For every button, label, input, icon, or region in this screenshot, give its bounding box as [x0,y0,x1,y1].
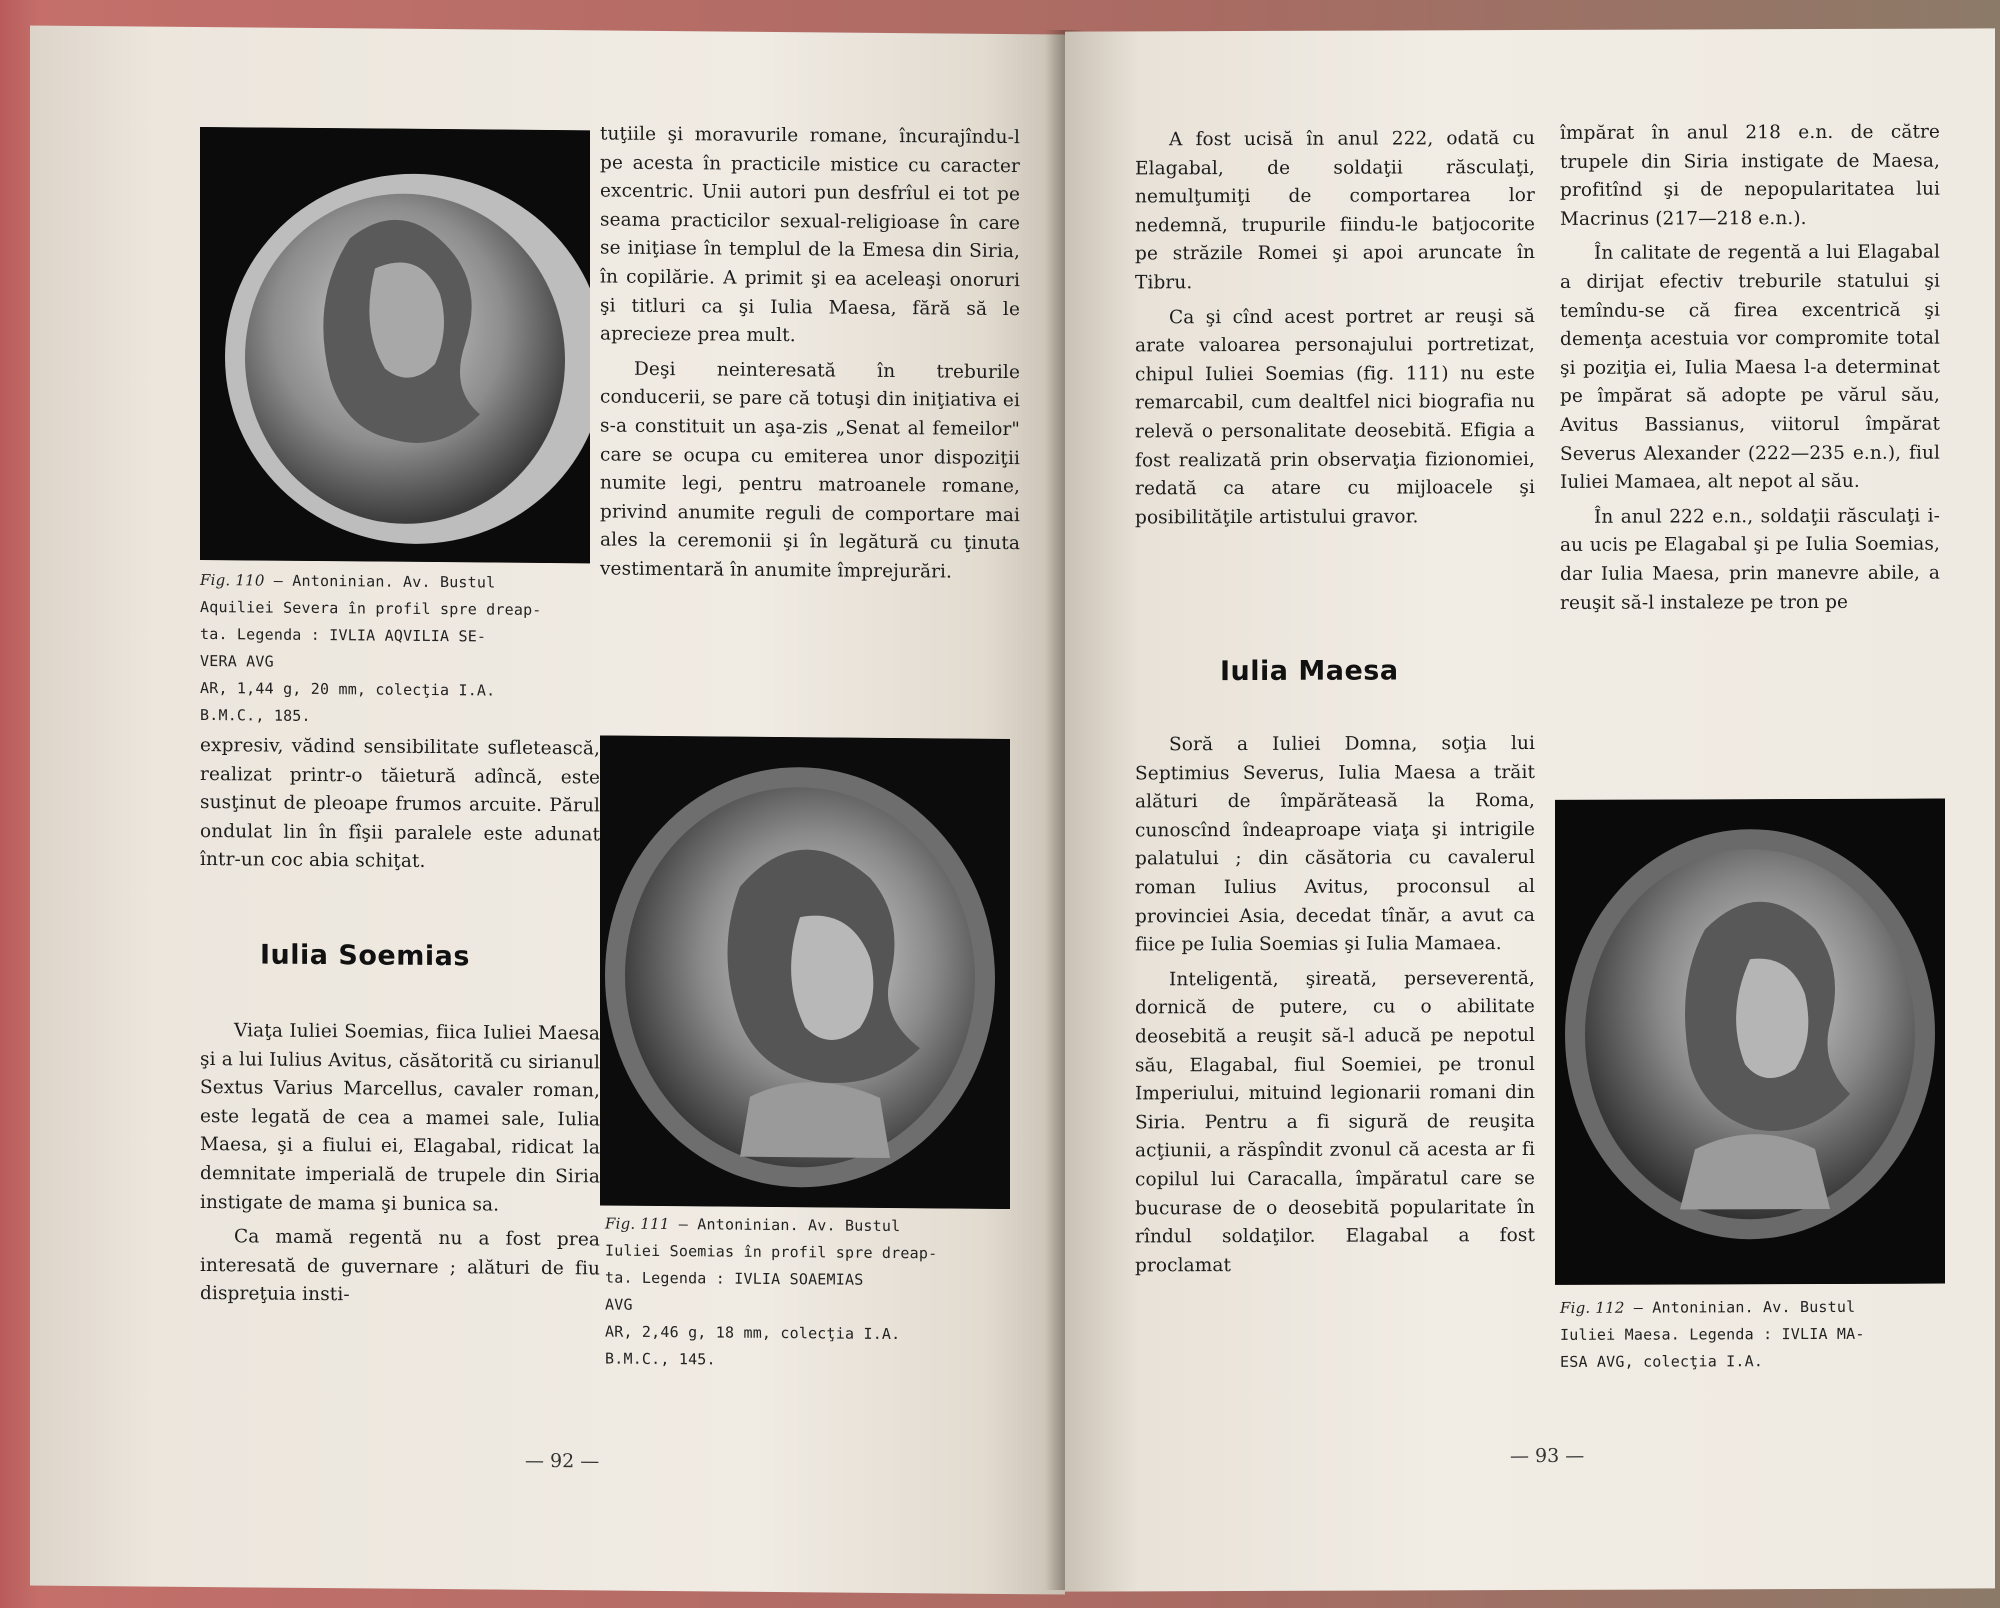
left-column-2 [600,120,1020,593]
coin-photo-iulia-soemias [600,735,1010,1209]
caption-text: — Antoninian. Av. Bustul [1624,1297,1856,1317]
caption-text: ESA AVG, colecţia I.A. [1560,1352,1764,1371]
caption-text: ta. Legenda : IVLIA SOAEMIAS [605,1268,864,1289]
paragraph: Ca şi cînd acest portret ar reuşi să arate valoarea personajului portretizat, chipul Iuliei Soemias (fig. 111) nu este remarcabil, cum dealtfel nici biografia nu relevă o personalitate deosebită. Efigia a fost realizată prin observaţia fizionomiei, redată ca atare cu mijloacele şi posibilităţile artistului gravor. [1135,305,1535,529]
caption-text: AVG [605,1295,633,1314]
left-page [30,25,1065,1594]
caption-text: B.M.C., 185. [200,705,311,725]
figure-111-caption [605,1211,1025,1377]
paragraph: împărat în anul 218 e.n. de către trupele din Siria instigate de Maesa, profitînd şi de nepopularitatea lui Macrinus (217—218 e.n.). [1560,121,1940,230]
paragraph: tuţiile şi moravurile romane, încurajîndu-l pe acesta în practicile mistice cu caracter excentric. Unii autori pun desfrîul ei tot pe seama practicilor sexual-religioase în care se iniţiase în templul de la Emesa din Siria, în copilărie. A primit şi ea aceleaşi onoruri şi titluri ca şi Iulia Maesa, fără să le aprecieze prea mult. [600,123,1020,347]
caption-text: ta. Legenda : IVLIA AQVILIA SE- [200,624,487,646]
left-column-1-bottom [200,1017,600,1318]
caption-text: AR, 1,44 g, 20 mm, colecţia I.A. [200,678,496,700]
caption-text: AR, 2,46 g, 18 mm, colecţia I.A. [605,1322,901,1344]
paragraph: A fost ucisă în anul 222, odată cu Elagabal, de soldaţii răsculaţi, nemulţumiţi de comportarea lor nedemnă, trupurile fiindu-le batjocorite pe străzile Romei şi apoi aruncate în Tibru. [1135,127,1535,294]
figure-110-label: Fig. 110 [200,570,265,590]
paragraph: În calitate de regentă a lui Elagabal a dirijat efectiv treburile statului şi temîndu-se că firea excentrică şi demenţa acestuia vor compromite total şi poziţia ei, Iulia Maesa l-a determinat pe împărat să adopte pe vărul său, Avitus Bassianus, viitorul împărat Severus Alexander (222—235 e.n.), fiul Iuliei Mamaea, alt nepot al său. [1560,241,1940,494]
page-number-92: — 92 — [525,1449,600,1473]
right-column-2 [1560,119,1940,624]
right-page [1065,28,1995,1591]
right-column-1-top [1135,125,1535,539]
paragraph: Ca mamă regentă nu a fost prea interesată de guvernare ; alături de fiu dispreţuia insti- [200,1226,600,1306]
caption-text: Iuliei Maesa. Legenda : IVLIA MA- [1560,1324,1865,1344]
figure-110-caption [200,567,600,732]
paragraph: expresiv, vădind sensibilitate sufletească, realizat printr-o tăietură adîncă, este susţinut de pleoape frumos arcuite. Părul ondulat lin în fîşii paralele este adunat într-un coc abia schiţat. [200,734,600,873]
paragraph: Viaţa Iuliei Soemias, fiica Iuliei Maesa şi a lui Iulius Avitus, căsătorită cu sirianul Sextus Varius Marcellus, cavaler roman, este legată de cea a mamei sale, Iulia Maesa, şi a fiului ei, Elagabal, ridicat la demnitate imperială de trupele din Siria instigate de mama şi bunica sa. [200,1020,600,1216]
section-heading-maesa: Iulia Maesa [1220,655,1399,688]
page-number-93: — 93 — [1510,1444,1585,1468]
caption-text: VERA AVG [200,651,274,671]
figure-112-label: Fig. 112 [1560,1298,1625,1317]
paragraph: Soră a Iuliei Domna, soţia lui Septimius Severus, Iulia Maesa a trăit alături de împărăteasă la Roma, cunoscînd îndeaproape viaţa şi intrigile palatului ; din căsătoria cu cavalerul roman Iulius Avitus, proconsul al provinciei Asia, decedat tînăr, a avut ca fiice pe Iulia Soemias şi Iulia Mamaea. [1135,732,1535,956]
section-heading-soemias: Iulia Soemias [260,939,470,973]
paragraph: Deşi neinteresată în treburile conducerii, se pare că totuşi din iniţiativa ei s-a constituit un aşa-zis „Senat al femeilor" care se ocupa cu emiterea unor dispoziţii numite legi, pentru matroanele romane, privind anumite reguli de comportare mai ales la ceremonii şi în legătură cu ţinuta vestimentară în anumite împrejurări. [600,358,1020,583]
paragraph: Inteligentă, şireată, perseverentă, dornică de putere, cu o abilitate deosebită a reuşit să-l aducă pe nepotul său, Elagabal, fiul Soemiei, pe tronul Imperiului, mituind legionarii romani din Siria. Pentru a fi sigură de reuşita acţiunii, a răspîndit zvonul că acesta ar fi copilul lui Caracalla, împăratul care se bucurase de o deosebită popularitate în rîndul soldaţilor. Elagabal a fost proclamat [1135,967,1535,1277]
coin-photo-iulia-maesa [1555,799,1945,1285]
caption-text: B.M.C., 145. [605,1349,716,1369]
caption-text: Aquiliei Severa în profil spre dreap- [200,597,542,619]
right-column-1-bottom [1135,730,1535,1287]
caption-text: Iuliei Soemias în profil spre dreap- [605,1241,938,1263]
figure-112-caption [1560,1293,1960,1375]
left-column-1-top [200,732,600,884]
caption-text: — Antoninian. Av. Bustul [264,571,496,592]
paragraph: În anul 222 e.n., soldaţii răsculaţi i-au ucis pe Elagabal şi pe Iulia Soemias, dar Iulia Maesa, prin manevre abile, a reuşit să-l instaleze pe tron pe [1560,505,1940,614]
coin-photo-aquilia-severa [200,127,590,563]
caption-text: — Antoninian. Av. Bustul [669,1215,901,1236]
figure-111-label: Fig. 111 [605,1214,670,1234]
